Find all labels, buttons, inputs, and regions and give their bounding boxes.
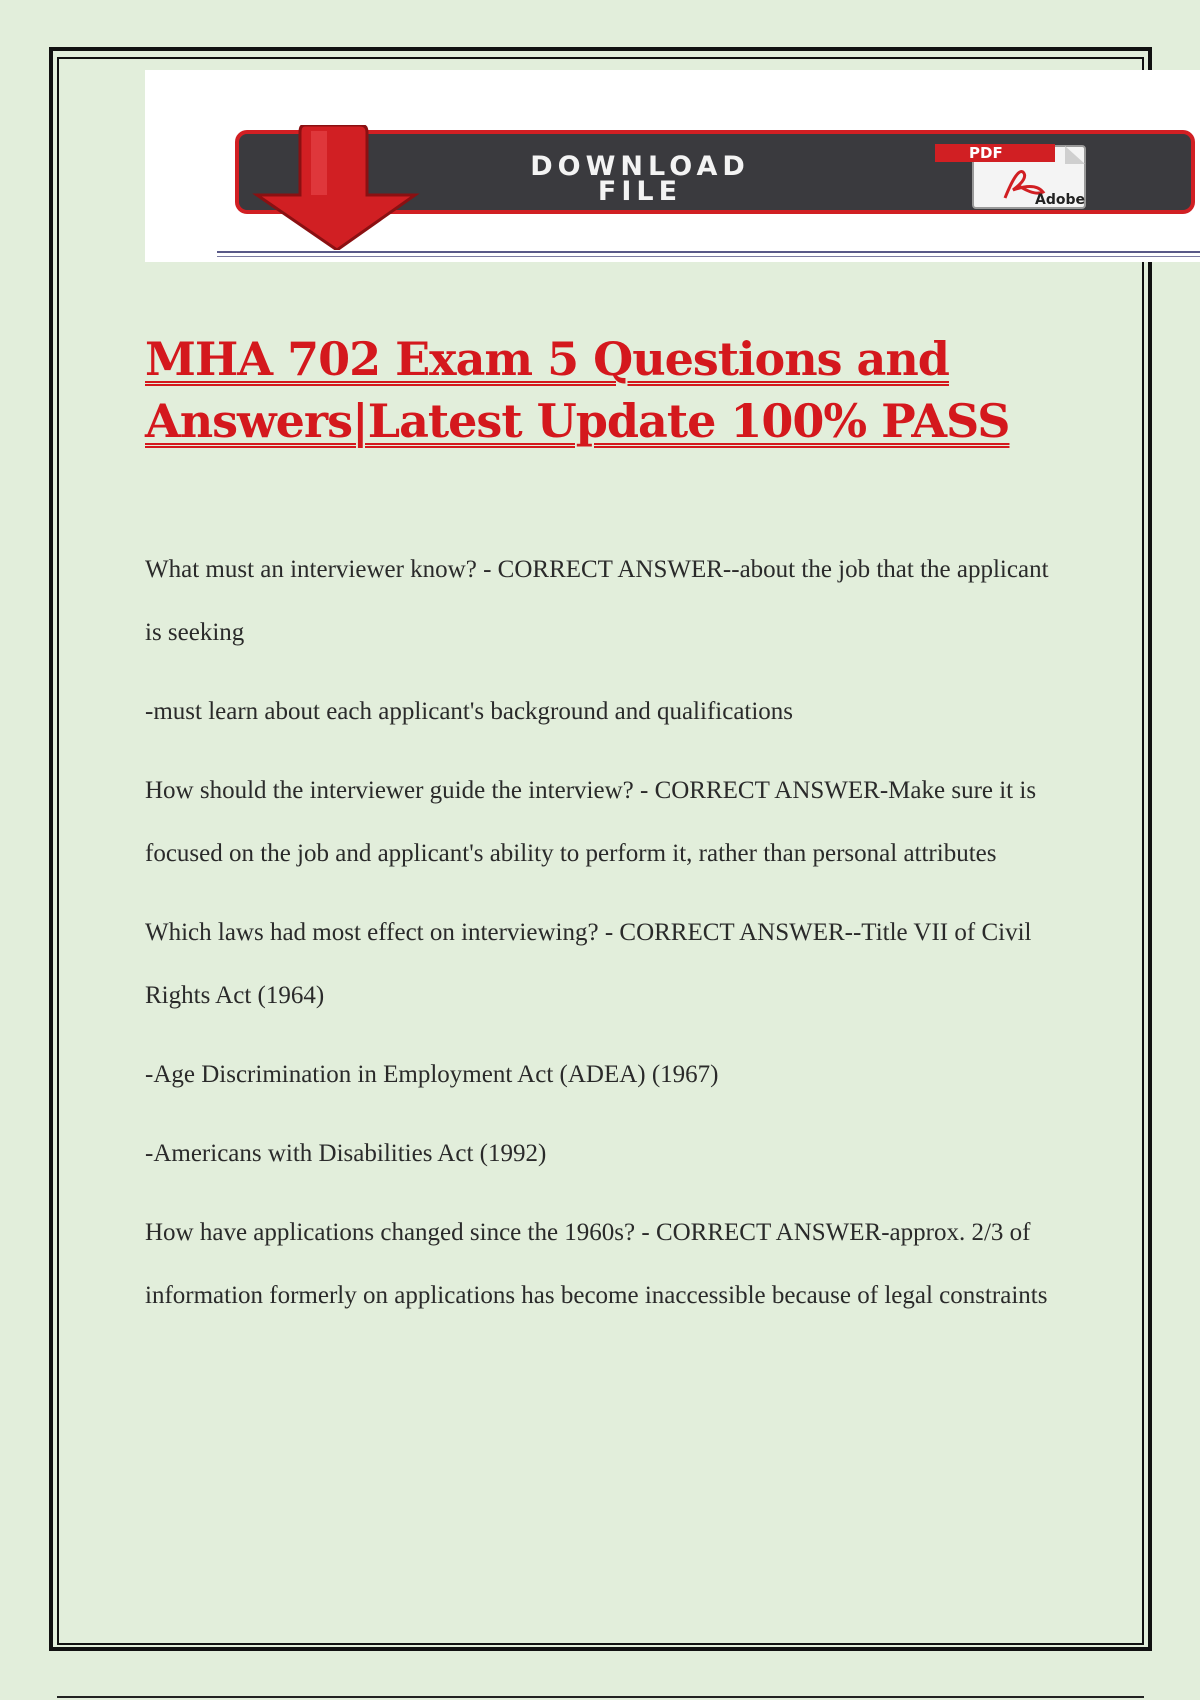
pdf-file-icon xyxy=(935,142,1095,210)
qa-paragraph: How have applications changed since the 1960s? - CORRECT ANSWER-approx. 2/3 of information formerly on applications has become inaccessible because of legal constraints xyxy=(145,1219,1048,1309)
qa-paragraph: Which laws had most effect on interviewing? - CORRECT ANSWER--Title VII of Civil Rights Act (1964) xyxy=(145,919,1032,1009)
qa-paragraph: -must learn about each applicant's background and qualifications xyxy=(145,698,794,725)
pdf-tab-text: PDF xyxy=(969,144,1003,162)
document-title: MHA 702 Exam 5 Questions and Answers|Latest Update 100% PASS xyxy=(145,332,1010,448)
download-banner[interactable] xyxy=(145,70,1200,262)
qa-paragraph: -Age Discrimination in Employment Act (ADEA) (1967) xyxy=(145,1061,719,1088)
qa-paragraph: -Americans with Disabilities Act (1992) xyxy=(145,1140,547,1167)
download-arrow-icon xyxy=(245,125,445,250)
banner-rule-thin xyxy=(217,256,1200,257)
qa-paragraph: What must an interviewer know? - CORRECT ANSWER--about the job that the applicant is seeking xyxy=(145,556,1049,646)
banner-rule xyxy=(217,251,1200,253)
qa-paragraph: How should the interviewer guide the interview? - CORRECT ANSWER-Make sure it is focused on the job and applicant's ability to perform it, rather than personal attributes xyxy=(145,777,1037,867)
download-label xyxy=(430,151,850,207)
bottom-rule xyxy=(57,1696,1144,1698)
qa-content xyxy=(145,538,1065,1343)
download-label-line1: DOWNLOAD xyxy=(530,151,750,182)
download-label-line2: FILE xyxy=(597,176,683,207)
adobe-brand-text: Adobe xyxy=(1035,192,1085,208)
